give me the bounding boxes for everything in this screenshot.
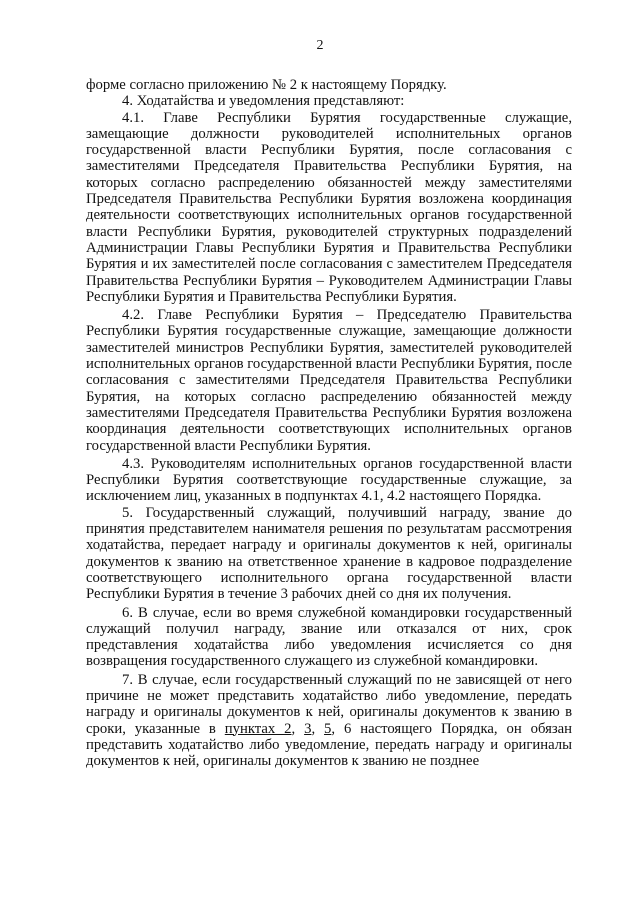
document-body <box>86 77 572 769</box>
paragraph-continuation: форме согласно приложению № 2 к настоящему Порядку. <box>86 77 447 93</box>
page-number: 2 <box>316 38 324 53</box>
paragraph-7 <box>86 672 572 770</box>
paragraph-7-text-end: , 6 настоящего Порядка, он обязан представить ходатайство либо уведомление, передать награду и оригиналы документов к ней, оригиналы документов к званию не позднее <box>86 720 572 770</box>
paragraph-6: 6. В случае, если во время служебной командировки государственный служащий получил награду, звание или отказался от них, срок представления ходатайства либо уведомления исчисляется со дня возвращения государственного служащего из служебной командировки. <box>86 604 572 670</box>
separator-1: , <box>291 720 305 737</box>
paragraph-7-text-start: 7. В случае, если государственный служащий по не зависящей от него причине не может представить ходатайство либо уведомление, передать награду и оригиналы документов к ней, оригиналы документов к званию в сроки, указанные в <box>86 671 572 737</box>
paragraph-4-1: 4.1. Главе Республики Бурятия государственные служащие, замещающие должности руководителей исполнительных органов государственной власти Республики Бурятия, после согласования с заместителями Председателя Правительства Республики Бурятия, на которых согласно распределению обязанностей между заместителями Председателя Правительства Республики Бурятия возложена координация деятельности соответствующих исполнительных органов государственной власти Республики Бурятия, руководителей структурных подразделений Администрации Главы Республики Бурятия и Правительства Республики Бурятия и их заместителей после согласования с заместителем Председателя Правительства Республики Бурятия – Руководителем Администрации Главы Республики Бурятия и Правительства Республики Бурятия. <box>86 109 572 305</box>
link-point-2[interactable]: пунктах 2 <box>224 720 292 737</box>
link-point-3[interactable]: 3 <box>304 720 312 737</box>
paragraph-4-2: 4.2. Главе Республики Бурятия – Председателю Правительства Республики Бурятия государственные служащие, замещающие должности заместителей министров Республики Бурятия, заместителей руководителей исполнительных органов государственной власти Республики Бурятия, после согласования с заместителями Председателя Правительства Республики Бурятия, на которых согласно распределению обязанностей между заместителями Председателя Правительства Республики Бурятия возложена координация деятельности соответствующих исполнительных органов государственной власти Республики Бурятия. <box>86 307 572 454</box>
paragraph-4: 4. Ходатайства и уведомления представляют: <box>122 93 405 110</box>
paragraph-4-3: 4.3. Руководителям исполнительных органов государственной власти Республики Бурятия соответствующие государственные служащие, за исключением лиц, указанных в подпунктах 4.1, 4.2 настоящего Порядка. <box>86 455 572 505</box>
link-point-5[interactable]: 5 <box>324 720 332 737</box>
separator-2: , <box>311 720 325 737</box>
paragraph-5: 5. Государственный служащий, получивший награду, звание до принятия представителем нанимателя решения по результатам рассмотрения ходатайства, передает награду и оригиналы документов к ней, оригиналы документов к званию на ответственное хранение в кадровое подразделение соответствующего исполнительного органа государственной власти Республики Бурятия в течение 3 рабочих дней со дня их получения. <box>86 504 572 603</box>
